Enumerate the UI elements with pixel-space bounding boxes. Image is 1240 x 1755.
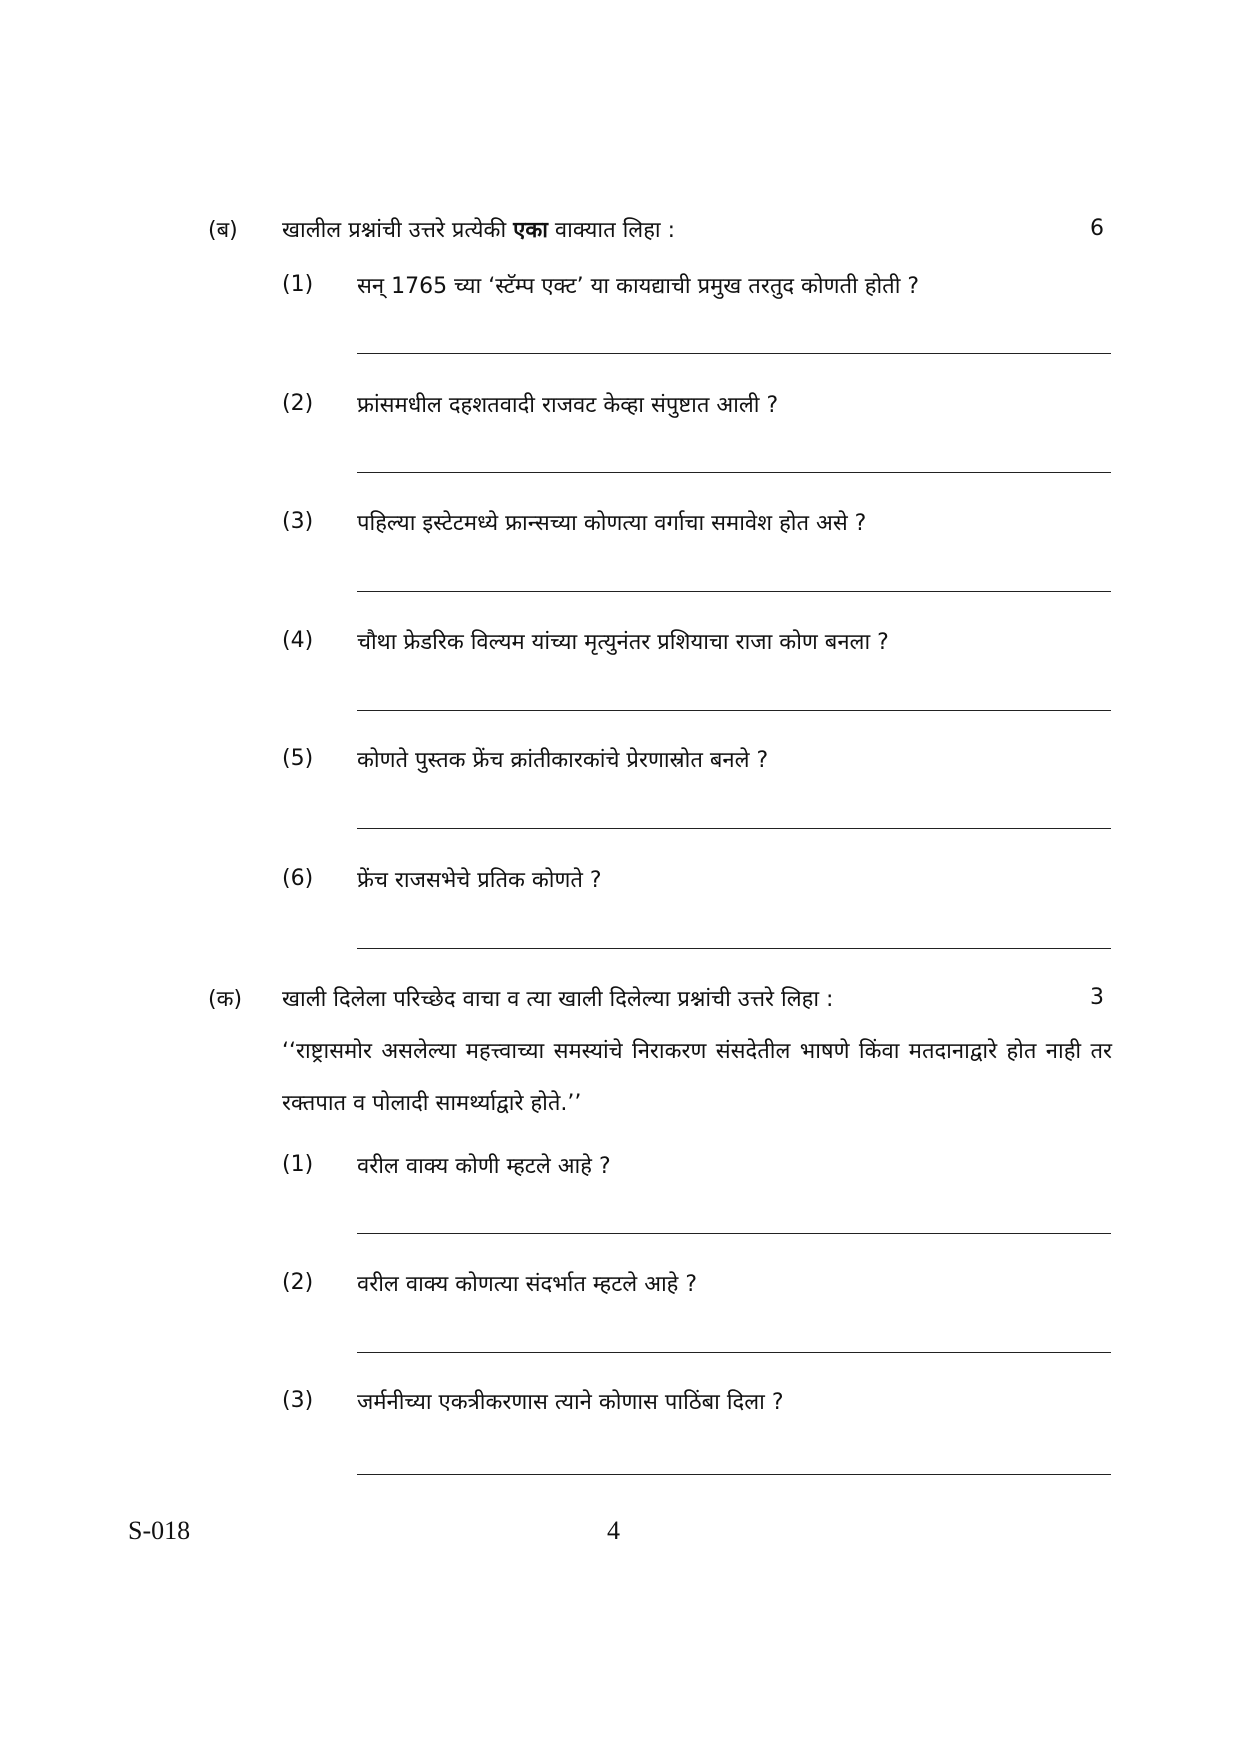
- answer-line[interactable]: [357, 353, 1111, 354]
- section-b-label: (ब): [208, 218, 238, 243]
- question-text: फ्रांसमधील दहशतवादी राजवट केव्हा संपुष्टात आली ?: [357, 393, 779, 418]
- answer-line[interactable]: [357, 1474, 1111, 1475]
- page-number: 4: [607, 1516, 620, 1545]
- question-number: (4): [282, 628, 314, 653]
- answer-line[interactable]: [357, 591, 1111, 592]
- answer-line[interactable]: [357, 828, 1111, 829]
- question-text: पहिल्या इस्टेटमध्ये फ्रान्सच्या कोणत्या वर्गाचा समावेश होत असे ?: [357, 511, 867, 536]
- section-b-instruction: खालील प्रश्नांची उत्तरे प्रत्येकी एका वाक्यात लिहा :: [282, 218, 676, 243]
- paper-code: S-018: [128, 1516, 191, 1545]
- section-k-marks: 3: [1090, 985, 1104, 1010]
- question-number: (3): [282, 509, 314, 534]
- question-text: वरील वाक्य कोणत्या संदर्भात म्हटले आहे ?: [357, 1272, 698, 1297]
- answer-line[interactable]: [357, 1352, 1111, 1353]
- question-text: वरील वाक्य कोणी म्हटले आहे ?: [357, 1154, 611, 1179]
- question-number: (1): [282, 1152, 314, 1177]
- answer-line[interactable]: [357, 1233, 1111, 1234]
- section-k-instruction: खाली दिलेला परिच्छेद वाचा व त्या खाली दिलेल्या प्रश्नांची उत्तरे लिहा :: [282, 987, 834, 1012]
- question-number: (1): [282, 272, 314, 297]
- question-text: चौथा फ्रेडरिक विल्यम यांच्या मृत्युनंतर प्रशियाचा राजा कोण बनला ?: [357, 630, 889, 655]
- question-number: (5): [282, 746, 314, 771]
- passage: ‘‘राष्ट्रासमोर असलेल्या महत्त्वाच्या समस्यांचे निराकरण संसदेतील भाषणे किंवा मतदानाद्वारे होत नाही तर रक्तपात व पोलादी सामर्थ्याद्वारे होते.’’: [282, 1039, 1112, 1116]
- question-text: फ्रेंच राजसभेचे प्रतिक कोणते ?: [357, 868, 602, 893]
- answer-line[interactable]: [357, 948, 1111, 949]
- section-k-label: (क): [208, 987, 243, 1012]
- question-number: (6): [282, 866, 314, 891]
- question-text: सन् 1765 च्या ‘स्टॅम्प एक्ट’ या कायद्याची प्रमुख तरतुद कोणती होती ?: [357, 274, 920, 299]
- question-number: (2): [282, 1270, 314, 1295]
- section-b-marks: 6: [1090, 216, 1104, 241]
- question-number: (2): [282, 391, 314, 416]
- question-number: (3): [282, 1388, 314, 1413]
- answer-line[interactable]: [357, 472, 1111, 473]
- answer-line[interactable]: [357, 710, 1111, 711]
- question-text: कोणते पुस्तक फ्रेंच क्रांतीकारकांचे प्रेरणास्रोत बनले ?: [357, 748, 769, 773]
- question-text: जर्मनीच्या एकत्रीकरणास त्याने कोणास पाठिंबा दिला ?: [357, 1390, 784, 1415]
